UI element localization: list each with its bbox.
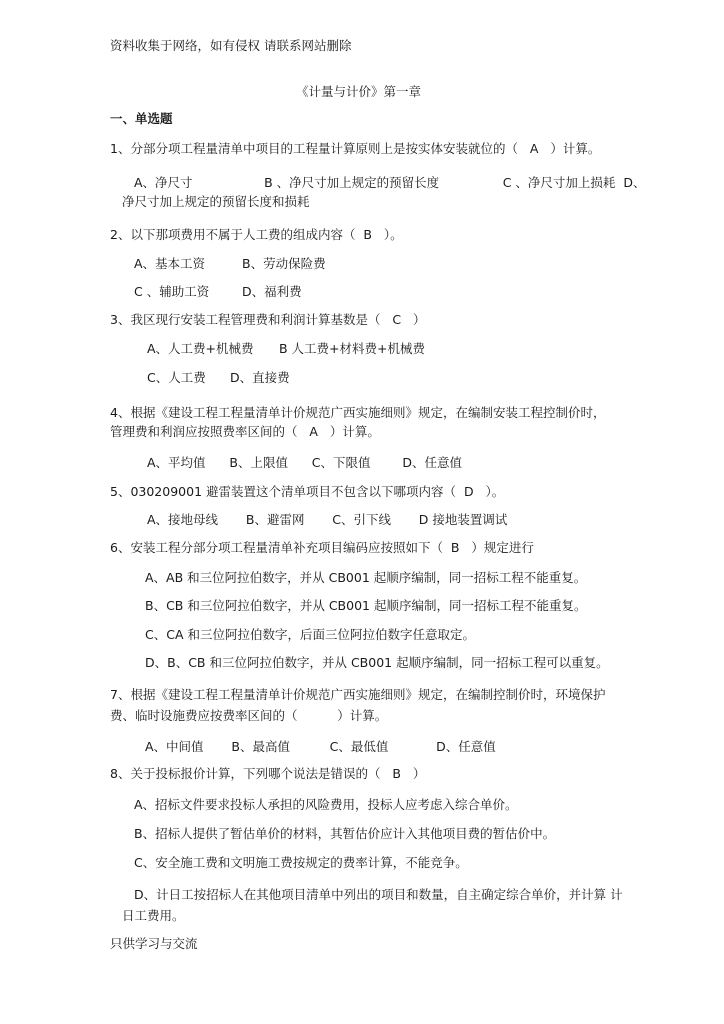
question-3-option-a: A、人工费+机械费	[147, 341, 254, 356]
question-6-option-c: C、CA 和三位阿拉伯数字，后面三位阿拉伯数字任意取定。	[145, 627, 475, 642]
question-4-options: A、平均值 B、上限值 C、下限值 D、任意值	[147, 455, 462, 470]
question-5-stem: 5、030209001 避雷装置这个清单项目不包含以下哪项内容（ D ）。	[110, 484, 505, 499]
question-1-options: A、净尺寸 B 、净尺寸加上规定的预留长度 C 、净尺寸加上损耗 D、	[134, 175, 646, 190]
question-8-option-d: D、计日工按招标人在其他项目清单中列出的项目和数量，自主确定综合单价，并计算 计	[134, 887, 623, 902]
question-1-options-cont: 净尺寸加上规定的预留长度和损耗	[122, 194, 310, 209]
question-8-stem: 8、关于投标报价计算，下列哪个说法是错误的（ B ）	[110, 766, 426, 781]
question-7-stem: 7、根据《建设工程工程量清单计价规范广西实施细则》规定，在编制控制价时，环境保护	[110, 687, 606, 702]
question-7-stem-cont: 费、临时设施费应按费率区间的（ ）计算。	[110, 708, 388, 723]
question-1-stem: 1、分部分项工程量清单中项目的工程量计算原则上是按实体安装就位的（ A ）计算。	[110, 141, 601, 156]
question-3-stem: 3、我区现行安装工程管理费和利润计算基数是（ C ）	[110, 312, 426, 327]
source-note: 资料收集于网络，如有侵权 请联系网站删除	[110, 38, 352, 53]
question-8-option-a: A、招标文件要求投标人承担的风险费用，投标人应考虑入综合单价。	[134, 797, 518, 812]
question-4-stem-cont: 管理费和利润应按照费率区间的（ A ）计算。	[110, 424, 380, 439]
question-8-option-c: C、安全施工费和文明施工费按规定的费率计算，不能竞争。	[134, 855, 468, 870]
question-2-option-b: B、劳动保险费	[242, 256, 326, 271]
section-heading: 一、单选题	[110, 111, 173, 126]
question-3-option-b: B 人工费+材料费+机械费	[279, 341, 425, 356]
question-6-stem: 6、安装工程分部分项工程量清单补充项目编码应按照如下（ B ）规定进行	[110, 540, 534, 555]
question-6-option-b: B、CB 和三位阿拉伯数字，并从 CB001 起顺序编制，同一招标工程不能重复。	[145, 598, 587, 613]
question-3-option-c: C、人工费	[147, 370, 206, 385]
question-8-option-d-cont: 日工费用。	[122, 908, 185, 923]
question-3-option-d: D、直接费	[230, 370, 290, 385]
question-7-options: A、中间值 B、最高值 C、最低值 D、任意值	[145, 739, 496, 754]
question-2-option-d: D、福利费	[242, 284, 302, 299]
question-8-option-b: B、招标人提供了暂估单价的材料，其暂估价应计入其他项目费的暂估价中。	[134, 826, 556, 841]
question-2-option-c: C 、辅助工资	[134, 284, 210, 299]
page-title: 《计量与计价》第一章	[296, 84, 422, 99]
footer-note: 只供学习与交流	[110, 936, 198, 951]
question-2-stem: 2、以下那项费用不属于人工费的组成内容（ B ）。	[110, 227, 403, 242]
question-4-stem: 4、根据《建设工程工程量清单计价规范广西实施细则》规定，在编制安装工程控制价时，	[110, 405, 606, 420]
question-6-option-d: D、B、CB 和三位阿拉伯数字，并从 CB001 起顺序编制，同一招标工程可以重复。	[145, 655, 609, 670]
question-2-option-a: A、基本工资	[134, 256, 206, 271]
question-6-option-a: A、AB 和三位阿拉伯数字，并从 CB001 起顺序编制，同一招标工程不能重复。	[145, 570, 587, 585]
question-5-options: A、接地母线 B、避雷网 C、引下线 D 接地装置调试	[147, 512, 508, 527]
